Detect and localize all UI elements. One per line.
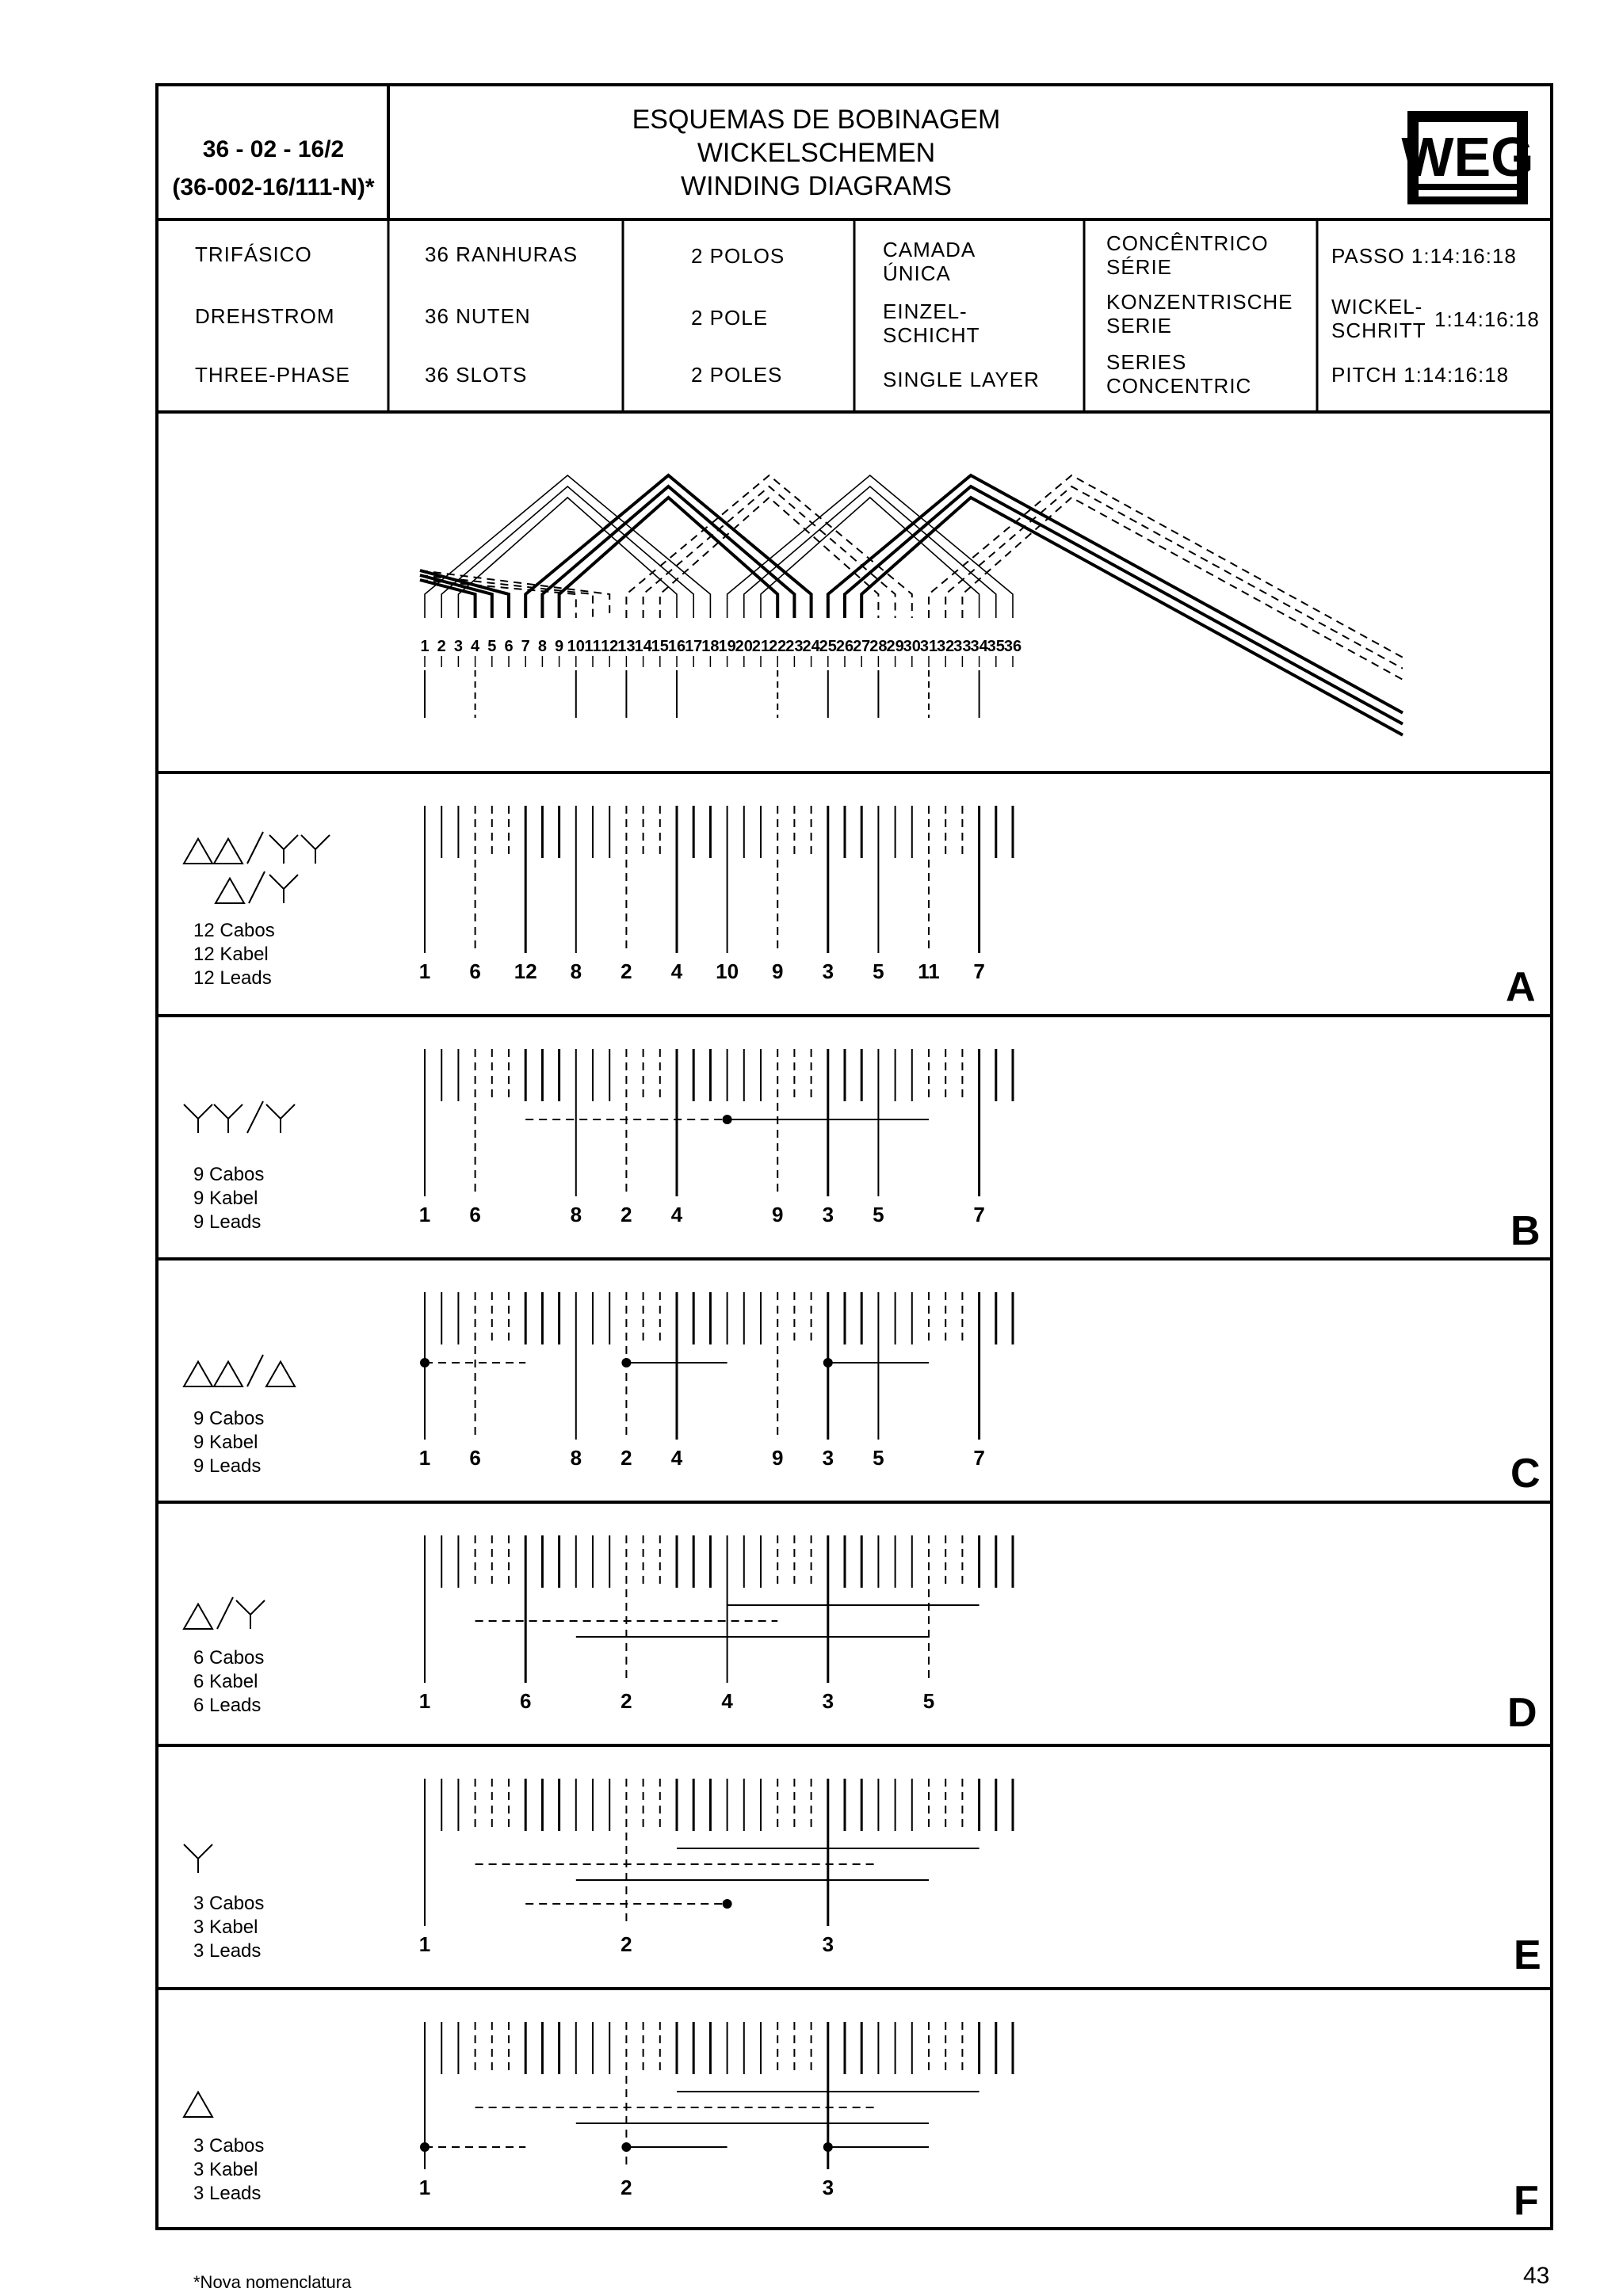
winding-type-en: SERIES CONCENTRIC xyxy=(1106,350,1252,398)
panel-b-lead-3: 3 xyxy=(822,1203,834,1226)
slot-number-15: 15 xyxy=(651,638,669,655)
poles-de: 2 POLE xyxy=(691,306,769,330)
slot-number-20: 20 xyxy=(735,638,753,655)
delta-a2 xyxy=(214,839,242,864)
panel-d-lead-1: 1 xyxy=(418,1689,431,1713)
panel-c-lead-8: 8 xyxy=(570,1446,582,1470)
panel-c-caption-en: 9 Leads xyxy=(193,1455,262,1477)
panel-e-caption-en: 3 Leads xyxy=(193,1940,262,1962)
slot-number-4: 4 xyxy=(471,638,480,655)
slash-c1 xyxy=(247,1355,263,1386)
panel-a-letter: A xyxy=(1506,964,1536,1010)
panel-c-lead-9: 9 xyxy=(771,1446,784,1470)
panel-b-lead-4: 4 xyxy=(670,1203,683,1226)
panel-e-letter: E xyxy=(1514,1932,1541,1978)
panel-c-lead-5: 5 xyxy=(873,1446,884,1470)
panel-f-letter: F xyxy=(1514,2178,1539,2224)
slot-number-11: 11 xyxy=(584,638,601,655)
coil-4-2 xyxy=(744,486,996,618)
panel-f-node-2 xyxy=(621,2142,631,2152)
slot-number-31: 31 xyxy=(919,638,938,655)
slot-number-1: 1 xyxy=(420,638,430,655)
drawing-code-new: (36-002-16/111-N)* xyxy=(172,174,375,200)
title-de: WICKELSCHEMEN xyxy=(697,138,936,168)
panel-d-lead-2: 2 xyxy=(621,1689,632,1713)
slot-number-36: 36 xyxy=(1003,638,1022,655)
panel-f xyxy=(419,2022,1013,2199)
panel-c-lead-4: 4 xyxy=(670,1446,683,1470)
panel-b-lead-5: 5 xyxy=(873,1203,884,1226)
slot-number-10: 10 xyxy=(567,638,585,655)
delta-a1 xyxy=(184,839,212,864)
layer-de: EINZEL- SCHICHT xyxy=(883,299,980,347)
panel-f-lead-1: 1 xyxy=(418,2176,431,2199)
panel-b-lead-1: 1 xyxy=(418,1203,431,1226)
panel-a-caption-en: 12 Leads xyxy=(193,967,272,989)
panel-a-lead-5: 5 xyxy=(873,959,884,983)
panel-d-lead-3: 3 xyxy=(822,1689,834,1713)
slot-numbers xyxy=(420,638,1022,718)
delta-c1 xyxy=(184,1362,212,1386)
panel-b-lead-7: 7 xyxy=(973,1203,985,1226)
panel-f-node-3 xyxy=(823,2142,833,2152)
pitch-de-value: 1:14:16:18 xyxy=(1434,307,1540,331)
slot-number-3: 3 xyxy=(453,638,463,655)
panel-c-lead-2: 2 xyxy=(621,1446,632,1470)
star-b1 xyxy=(184,1104,212,1133)
panel-e-lead-1: 1 xyxy=(418,1932,431,1956)
panel-c-caption-de: 9 Kabel xyxy=(193,1432,258,1453)
star-a1 xyxy=(269,835,298,864)
panel-a xyxy=(419,806,1013,983)
slots-pt: 36 RANHURAS xyxy=(425,242,579,266)
panel-e-caption-de: 3 Kabel xyxy=(193,1917,258,1938)
slots-de: 36 NUTEN xyxy=(425,304,531,328)
slot-number-13: 13 xyxy=(617,638,636,655)
panel-a-caption-pt: 12 Cabos xyxy=(193,920,275,941)
slot-number-27: 27 xyxy=(853,638,871,655)
slot-number-18: 18 xyxy=(701,638,720,655)
panel-b-lead-8: 8 xyxy=(570,1203,582,1226)
star-e1 xyxy=(184,1844,212,1873)
panel-a-lead-6: 6 xyxy=(469,959,481,983)
panel-d-letter: D xyxy=(1507,1690,1537,1736)
panel-e-star-point xyxy=(723,1899,732,1909)
title-pt: ESQUEMAS DE BOBINAGEM xyxy=(632,105,1001,135)
slot-number-24: 24 xyxy=(802,638,820,655)
pitch-pt: PASSO 1:14:16:18 xyxy=(1331,244,1517,268)
panel-f-caption-en: 3 Leads xyxy=(193,2183,262,2204)
panel-b-caption-pt: 9 Cabos xyxy=(193,1164,265,1185)
coil-5-3 xyxy=(420,498,1403,735)
slash-d1 xyxy=(217,1597,233,1629)
panel-f-lead-3: 3 xyxy=(822,2176,834,2199)
panel-d-lead-4: 4 xyxy=(721,1689,733,1713)
poles-en: 2 POLES xyxy=(691,363,783,387)
panel-b-star-point xyxy=(723,1115,732,1124)
slot-number-2: 2 xyxy=(437,638,446,655)
panel-a-lead-2: 2 xyxy=(621,959,632,983)
slot-number-28: 28 xyxy=(869,638,888,655)
phase-en: THREE-PHASE xyxy=(195,363,350,387)
slot-number-35: 35 xyxy=(987,638,1005,655)
slot-number-7: 7 xyxy=(521,638,530,655)
slot-number-22: 22 xyxy=(769,638,787,655)
panel-a-lead-12: 12 xyxy=(514,959,537,983)
star-b2 xyxy=(214,1104,242,1133)
panel-d-caption-en: 6 Leads xyxy=(193,1695,262,1716)
panel-a-lead-10: 10 xyxy=(716,959,739,983)
slot-number-25: 25 xyxy=(819,638,837,655)
star-b3 xyxy=(266,1104,295,1133)
title-en: WINDING DIAGRAMS xyxy=(681,171,952,201)
panel-d-caption-pt: 6 Cabos xyxy=(193,1647,265,1669)
slot-number-6: 6 xyxy=(504,638,514,655)
panel-f-caption-de: 3 Kabel xyxy=(193,2159,258,2180)
panel-e-caption-pt: 3 Cabos xyxy=(193,1893,265,1914)
star-a3 xyxy=(269,875,298,903)
coil-2-2 xyxy=(542,486,794,618)
panel-f-node-1 xyxy=(420,2142,430,2152)
coil-3-2 xyxy=(643,486,896,618)
panel-a-lead-9: 9 xyxy=(771,959,784,983)
panel-d-lead-6: 6 xyxy=(519,1689,532,1713)
winding-type-pt: CONCÊNTRICO SÉRIE xyxy=(1106,231,1269,279)
panel-c-node-1 xyxy=(420,1358,430,1367)
slots-en: 36 SLOTS xyxy=(425,363,528,387)
poles-pt: 2 POLOS xyxy=(691,244,785,268)
slot-number-12: 12 xyxy=(601,638,619,655)
slot-number-29: 29 xyxy=(886,638,904,655)
delta-d1 xyxy=(184,1604,212,1629)
panel-b-lead-2: 2 xyxy=(621,1203,632,1226)
panel-b-caption-de: 9 Kabel xyxy=(193,1188,258,1209)
panel-c-node-3 xyxy=(823,1358,833,1367)
panel-e-lead-2: 2 xyxy=(621,1932,632,1956)
panel-c-lead-3: 3 xyxy=(822,1446,834,1470)
footnote: *Nova nomenclatura xyxy=(193,2272,352,2292)
panel-c-lead-7: 7 xyxy=(973,1446,985,1470)
delta-c3 xyxy=(266,1362,295,1386)
star-d1 xyxy=(236,1600,265,1629)
panel-c-letter: C xyxy=(1510,1451,1541,1497)
pitch-en: PITCH 1:14:16:18 xyxy=(1331,363,1510,387)
panel-c-lead-6: 6 xyxy=(469,1446,481,1470)
slot-number-19: 19 xyxy=(718,638,736,655)
slot-number-21: 21 xyxy=(751,638,770,655)
star-a2 xyxy=(301,835,330,864)
panel-c-lead-1: 1 xyxy=(418,1446,431,1470)
panel-b-lead-6: 6 xyxy=(469,1203,481,1226)
drawing-code: 36 - 02 - 16/2 xyxy=(202,136,345,162)
panel-e-lead-3: 3 xyxy=(822,1932,834,1956)
slot-number-17: 17 xyxy=(685,638,703,655)
layer-en: SINGLE LAYER xyxy=(883,368,1040,391)
panel-b-letter: B xyxy=(1510,1208,1541,1254)
delta-f1 xyxy=(184,2092,212,2117)
slot-number-33: 33 xyxy=(953,638,972,655)
panel-a-lead-7: 7 xyxy=(973,959,985,983)
phase-pt: TRIFÁSICO xyxy=(195,242,312,266)
slot-number-30: 30 xyxy=(903,638,921,655)
winding-coils xyxy=(420,475,1403,735)
coil-2-3 xyxy=(559,498,778,618)
panel-b-caption-en: 9 Leads xyxy=(193,1211,262,1233)
panel-a-lead-11: 11 xyxy=(918,959,940,983)
layer-pt: CAMADA ÚNICA xyxy=(883,238,976,285)
panel-c-caption-pt: 9 Cabos xyxy=(193,1408,265,1429)
slot-number-23: 23 xyxy=(785,638,804,655)
slot-number-32: 32 xyxy=(937,638,955,655)
weg-logo xyxy=(1401,111,1533,204)
slot-number-8: 8 xyxy=(537,638,547,655)
panel-a-lead-8: 8 xyxy=(570,959,582,983)
slash-a1 xyxy=(247,832,263,864)
winding-type-de: KONZENTRISCHE SERIE xyxy=(1106,290,1293,338)
panel-f-lead-2: 2 xyxy=(621,2176,632,2199)
panel-c-node-2 xyxy=(621,1358,631,1367)
slot-number-14: 14 xyxy=(634,638,652,655)
slot-number-26: 26 xyxy=(835,638,854,655)
svg-text:WEG: WEG xyxy=(1401,126,1534,188)
panel-a-lead-1: 1 xyxy=(418,959,431,983)
panel-d xyxy=(419,1535,1013,1713)
slash-b1 xyxy=(247,1101,263,1133)
phase-de: DREHSTROM xyxy=(195,304,335,328)
panel-c xyxy=(419,1292,1013,1470)
panel-a-lead-3: 3 xyxy=(822,959,834,983)
panel-b xyxy=(419,1049,1013,1226)
panel-d-caption-de: 6 Kabel xyxy=(193,1671,258,1692)
panel-f-caption-pt: 3 Cabos xyxy=(193,2135,265,2157)
slash-a2 xyxy=(249,871,265,903)
panel-b-lead-9: 9 xyxy=(771,1203,784,1226)
slot-number-16: 16 xyxy=(667,638,686,655)
page-number: 43 xyxy=(1523,2263,1550,2289)
pitch-de-label: WICKEL- SCHRITT xyxy=(1331,295,1426,342)
panel-e xyxy=(419,1779,1013,1956)
coil-1-2 xyxy=(441,486,693,618)
delta-c2 xyxy=(214,1362,242,1386)
panel-a-caption-de: 12 Kabel xyxy=(193,944,269,965)
panel-a-lead-4: 4 xyxy=(670,959,683,983)
slot-number-34: 34 xyxy=(970,638,988,655)
delta-a3 xyxy=(216,879,244,903)
slot-number-9: 9 xyxy=(555,638,564,655)
slot-number-5: 5 xyxy=(487,638,497,655)
panel-d-lead-5: 5 xyxy=(922,1689,935,1713)
